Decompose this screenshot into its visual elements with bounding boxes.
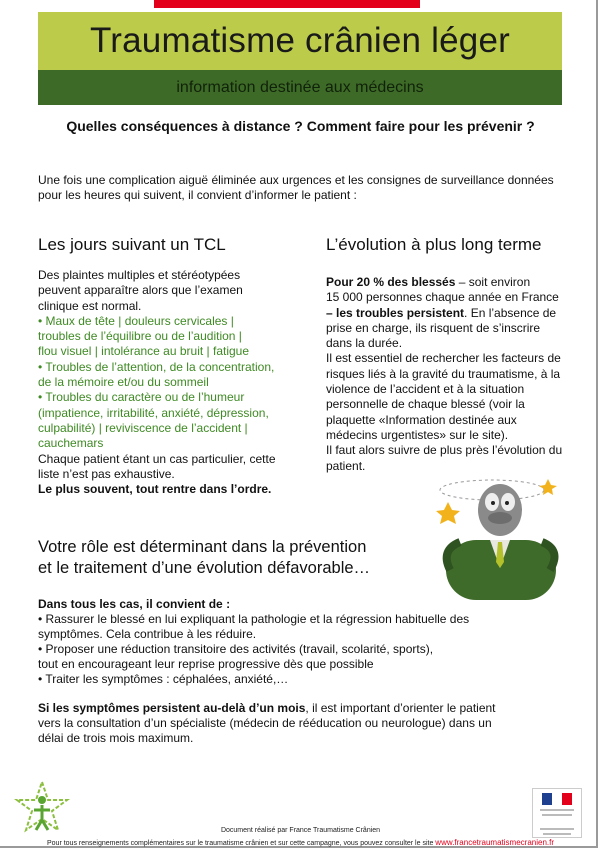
footer-credit: Document réalisé par France Traumatisme Crânien: [220, 827, 381, 834]
lead-line: peuvent apparaître alors que l’examen: [38, 283, 243, 298]
role-item: • Traiter les symptômes : céphalées, anxiété,…: [38, 672, 289, 686]
role-item: tout en encourageant leur reprise progressive dès que possible: [38, 657, 374, 671]
p1-line: dans la durée.: [326, 336, 403, 351]
p2-line: personnelle de chaque blessé (voir la: [326, 397, 525, 412]
left-heading: Les jours suivant un TCL: [38, 235, 226, 254]
p2-line: risques liés à la gravité du traumatisme, à la: [326, 366, 561, 381]
left-column: [38, 268, 288, 497]
p1-line: [326, 306, 566, 321]
bullet-line: (impatience, irritabilité, anxiété, dépression,: [38, 405, 269, 420]
role-heading-line: Votre rôle est déterminant dans la prévention: [38, 538, 367, 556]
persist-bold: Si les symptômes persistent au-delà d’un mois: [38, 701, 306, 715]
symptom-bullet: [38, 360, 288, 391]
p1-line: prise en charge, ils risquent de s’inscrire: [326, 320, 541, 335]
title-band: [38, 12, 562, 70]
role-body: [38, 597, 568, 746]
intro-paragraph: [38, 173, 566, 203]
main-question: Quelles conséquences à distance ? Comment faire pour les prévenir ?: [66, 118, 535, 134]
bullet-line: culpabilité) | reviviscence de l’accident |: [38, 420, 248, 435]
lead-line: Des plaintes multiples et stéréotypées: [38, 268, 241, 282]
p2-line: violence de l’accident et à la situation: [326, 382, 525, 397]
p1-after: . En l’absence de: [464, 305, 557, 320]
bullet-line: • Troubles de l’attention, de la concentration,: [38, 359, 275, 374]
symptom-bullet: [38, 314, 288, 360]
p1-bold: Pour 20 % des blessés: [326, 275, 456, 289]
right-heading: L’évolution à plus long terme: [326, 235, 542, 254]
symptom-bullet: [38, 390, 288, 451]
bullet-line: de la mémoire et/ou du sommeil: [38, 375, 209, 390]
subtitle-band: [38, 70, 562, 105]
footer-info-text: Pour tous renseignements complémentaires sur le traumatisme crânien et sur cette campagne, vous pouvez consulter le site: [46, 840, 436, 847]
flag-icon: [542, 793, 572, 805]
role-item: symptômes. Cela contribue à les réduire.: [38, 627, 257, 641]
bullet-line: • Maux de tête | douleurs cervicales |: [38, 313, 234, 328]
lead-line: clinique est normal.: [38, 298, 142, 313]
role-lead: Dans tous les cas, il convient de :: [38, 597, 231, 611]
bullet-line: cauchemars: [38, 436, 104, 451]
page-subtitle: information destinée aux médecins: [176, 78, 424, 96]
top-red-bar: [154, 0, 420, 8]
note-line: liste n’est pas exhaustive.: [38, 466, 175, 481]
bullet-line: flou visuel | intolérance au bruit | fatigue: [38, 344, 250, 359]
footer-info: [0, 838, 601, 847]
footer-url-link[interactable]: www.francetraumatismecranien.fr: [435, 838, 555, 847]
cartoon-cat-icon: [420, 470, 570, 600]
conclusion: Le plus souvent, tout rentre dans l’ordre.: [38, 482, 272, 497]
right-column: [326, 275, 566, 474]
p1-rest: – soit environ: [455, 275, 531, 289]
p2-line: Il est essentiel de rechercher les facteurs de: [326, 351, 561, 366]
role-item: • Rassurer le blessé en lui expliquant la pathologie et la régression habituelle des: [38, 612, 470, 626]
p2-line: médecins urgentistes» sur le site).: [326, 427, 509, 442]
p3-line: patient.: [326, 458, 366, 473]
persist-line: délai de trois mois maximum.: [38, 731, 194, 745]
p3-line: Il faut alors suivre de plus près l’évolution du: [326, 443, 563, 458]
persist-line: vers la consultation d’un spécialiste (médecin de rééducation ou neurologue) dans un: [38, 716, 492, 730]
p1-line: [326, 275, 566, 290]
persist-rest: , il est important d’orienter le patient: [305, 701, 496, 715]
intro-line: pour les heures qui suivent, il convient d’informer le patient :: [38, 188, 357, 202]
bullet-line: troubles de l’équilibre ou de l’audition |: [38, 329, 242, 344]
intro-line: Une fois une complication aiguë éliminée aux urgences et les consignes de surveillance données: [38, 173, 554, 187]
p2-line: plaquette «Information destinée aux: [326, 412, 517, 427]
role-heading-line: et le traitement d’une évolution défavorable…: [38, 559, 371, 577]
p1-bold2: – les troubles persistent: [326, 305, 465, 320]
page-title: Traumatisme crânien léger: [90, 21, 510, 60]
bullet-line: • Troubles du caractère ou de l’humeur: [38, 390, 245, 405]
role-heading: [38, 537, 438, 579]
p1-line: 15 000 personnes chaque année en France: [326, 290, 559, 305]
note-line: Chaque patient étant un cas particulier, cette: [38, 451, 276, 466]
role-item: • Proposer une réduction transitoire des activités (travail, scolarité, sports),: [38, 642, 434, 656]
persist-line: [38, 701, 568, 716]
